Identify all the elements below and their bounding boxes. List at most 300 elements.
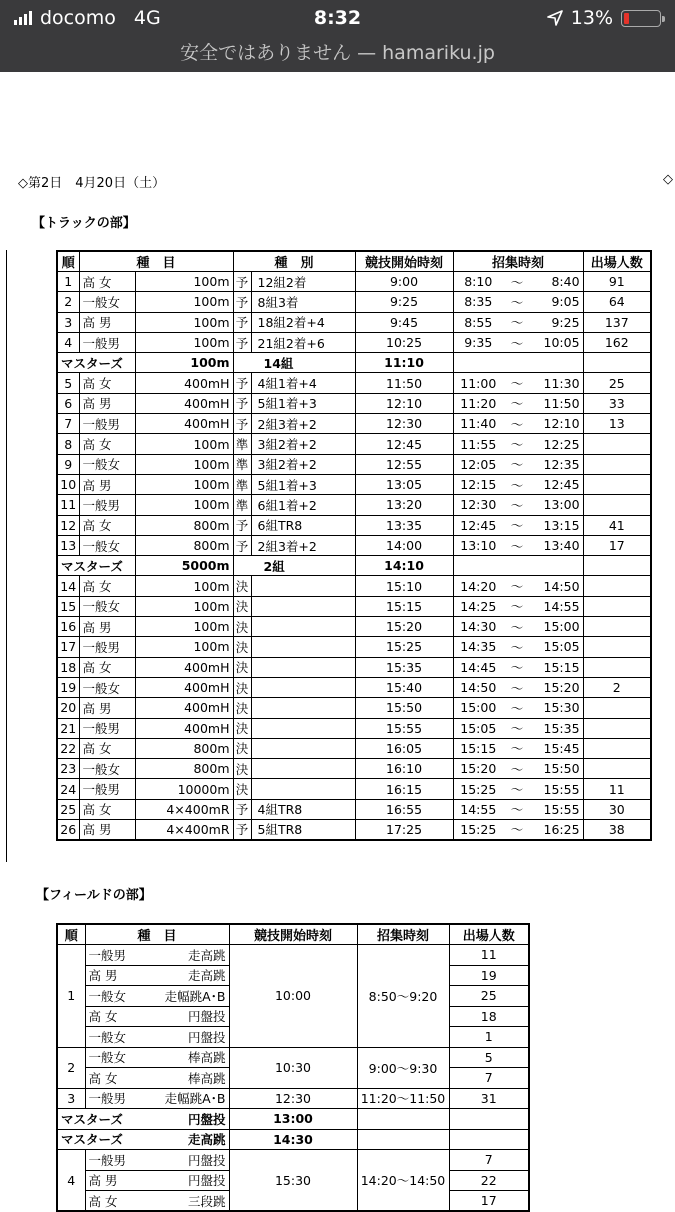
event-distance: 800m <box>135 738 233 758</box>
round-kind: 決 <box>233 657 251 677</box>
order-number: 24 <box>57 779 79 799</box>
start-time: 14:00 <box>355 535 453 555</box>
order-number: 9 <box>57 454 79 474</box>
heat-detail <box>251 738 355 758</box>
call-separator: ～ <box>503 637 531 657</box>
call-separator: ～ <box>503 292 531 312</box>
call-from: 15:15 <box>453 738 503 758</box>
entry-count: 17 <box>449 1191 529 1212</box>
category: 一般男 <box>88 1152 127 1168</box>
call-from: 14:25 <box>453 596 503 616</box>
entry-count: 19 <box>449 965 529 986</box>
start-time: 15:40 <box>355 677 453 697</box>
field-section-title: 【フィールドの部】 <box>36 888 152 903</box>
call-time <box>453 556 583 576</box>
call-time: 14:20～14:50 <box>357 1150 449 1212</box>
location-arrow-icon <box>547 10 563 26</box>
heat-detail: 4組TR8 <box>251 799 355 819</box>
category: 高 女 <box>79 373 135 393</box>
entry-count <box>583 556 651 576</box>
call-from: 15:25 <box>453 820 503 840</box>
event-distance: 100m <box>135 474 233 494</box>
call-to: 13:40 <box>531 535 583 555</box>
field-col-start: 競技開始時刻 <box>229 924 357 945</box>
category: 一般男 <box>88 1091 127 1107</box>
category: 一般男 <box>79 495 135 515</box>
start-time: 10:25 <box>355 332 453 352</box>
table-row <box>57 1150 529 1171</box>
entry-count <box>583 617 651 637</box>
round-kind: 予 <box>233 312 251 332</box>
start-time: 15:50 <box>355 698 453 718</box>
call-from: 8:10 <box>453 272 503 292</box>
heat-detail: 6組1着+2 <box>251 495 355 515</box>
event-distance: 400mH <box>135 718 233 738</box>
call-separator: ～ <box>503 596 531 616</box>
round-kind: 予 <box>233 799 251 819</box>
event-distance: 5000m <box>135 556 233 576</box>
heat-detail: 3組2着+2 <box>251 454 355 474</box>
start-time: 13:35 <box>355 515 453 535</box>
round-kind: 予 <box>233 332 251 352</box>
start-time: 10:00 <box>229 945 357 1048</box>
table-row <box>57 454 651 474</box>
category: 高 男 <box>79 820 135 840</box>
round-kind: 決 <box>233 759 251 779</box>
category: 一般女 <box>88 1050 127 1066</box>
call-separator: ～ <box>503 535 531 555</box>
round-kind: 決 <box>233 698 251 718</box>
call-to: 13:00 <box>531 495 583 515</box>
clock: 8:32 <box>313 7 362 29</box>
table-row <box>57 576 651 596</box>
round-kind: 準 <box>233 495 251 515</box>
call-from: 11:00 <box>453 373 503 393</box>
call-separator: ～ <box>503 434 531 454</box>
battery-percent: 13% <box>570 7 613 29</box>
field-event <box>85 1150 229 1171</box>
category: 高 男 <box>88 968 118 984</box>
start-time: 10:30 <box>229 1047 357 1088</box>
start-time: 11:50 <box>355 373 453 393</box>
call-from: 15:20 <box>453 759 503 779</box>
event-distance: 800m <box>135 515 233 535</box>
category: 高 女 <box>88 1070 118 1086</box>
col-header-event: 種 目 <box>79 251 233 272</box>
order-number: 6 <box>57 393 79 413</box>
event-name: 走幅跳A･B <box>164 1091 226 1107</box>
call-separator: ～ <box>503 677 531 697</box>
table-row <box>57 820 651 840</box>
field-col-event: 種 目 <box>85 924 229 945</box>
call-from: 9:35 <box>453 332 503 352</box>
category: 高 男 <box>79 617 135 637</box>
call-separator: ～ <box>503 393 531 413</box>
event-distance: 4×400mR <box>135 820 233 840</box>
order-number: 4 <box>57 332 79 352</box>
call-from: 14:55 <box>453 799 503 819</box>
order-number: 7 <box>57 414 79 434</box>
document-page <box>0 72 675 1209</box>
start-time: 16:15 <box>355 779 453 799</box>
order-number: 19 <box>57 677 79 697</box>
table-row <box>57 332 651 352</box>
masters-row <box>57 556 651 576</box>
call-from: 11:40 <box>453 414 503 434</box>
call-from: 8:35 <box>453 292 503 312</box>
call-to: 8:40 <box>531 272 583 292</box>
event-name: 走高跳 <box>187 947 226 963</box>
call-from: 12:45 <box>453 515 503 535</box>
heat-detail <box>251 718 355 738</box>
entry-count: 25 <box>449 986 529 1007</box>
call-to: 12:10 <box>531 414 583 434</box>
call-to: 15:55 <box>531 799 583 819</box>
entry-count <box>449 1129 529 1150</box>
entry-count <box>583 434 651 454</box>
round-kind: 予 <box>233 414 251 434</box>
call-separator: ～ <box>503 272 531 292</box>
heat-detail <box>251 596 355 616</box>
order-number: 20 <box>57 698 79 718</box>
heat-detail: 6組TR8 <box>251 515 355 535</box>
field-event <box>85 1047 229 1068</box>
order-number: 26 <box>57 820 79 840</box>
event-name: 円盤投 <box>187 1029 226 1045</box>
masters-label: マスターズ <box>57 353 135 373</box>
entry-count: 13 <box>583 414 651 434</box>
round-kind: 準 <box>233 434 251 454</box>
start-time: 9:45 <box>355 312 453 332</box>
round-kind: 予 <box>233 535 251 555</box>
table-row <box>57 434 651 454</box>
round-kind: 決 <box>233 637 251 657</box>
round-kind: 決 <box>233 617 251 637</box>
call-from: 12:15 <box>453 474 503 494</box>
masters-label: マスターズ <box>61 1111 123 1127</box>
masters-label: マスターズ <box>57 556 135 576</box>
call-time: 9:00～9:30 <box>357 1047 449 1088</box>
field-header-row <box>57 924 529 945</box>
start-time: 15:35 <box>355 657 453 677</box>
call-separator: ～ <box>503 373 531 393</box>
table-row <box>57 617 651 637</box>
round-kind: 予 <box>233 393 251 413</box>
start-time: 13:05 <box>355 474 453 494</box>
category: 一般男 <box>79 637 135 657</box>
call-from: 14:50 <box>453 677 503 697</box>
event-distance: 10000m <box>135 779 233 799</box>
order-number: 25 <box>57 799 79 819</box>
event-name: 棒高跳 <box>187 1050 226 1066</box>
round-kind: 決 <box>233 576 251 596</box>
category: 高 女 <box>79 434 135 454</box>
entry-count <box>583 759 651 779</box>
call-separator: ～ <box>503 495 531 515</box>
order-number: 3 <box>57 312 79 332</box>
entry-count: 25 <box>583 373 651 393</box>
entry-count <box>583 596 651 616</box>
round-kind: 準 <box>233 454 251 474</box>
entry-count <box>583 474 651 494</box>
call-to: 12:35 <box>531 454 583 474</box>
call-from: 15:25 <box>453 779 503 799</box>
category: 高 男 <box>79 393 135 413</box>
order-number: 10 <box>57 474 79 494</box>
call-to: 12:25 <box>531 434 583 454</box>
entry-count: 41 <box>583 515 651 535</box>
call-separator: ～ <box>503 738 531 758</box>
field-event <box>85 1170 229 1191</box>
call-to: 9:25 <box>531 312 583 332</box>
call-to: 9:05 <box>531 292 583 312</box>
event-distance: 100m <box>135 332 233 352</box>
start-time: 9:25 <box>355 292 453 312</box>
event-distance: 100m <box>135 272 233 292</box>
field-col-order: 順 <box>57 924 85 945</box>
table-row <box>57 596 651 616</box>
track-section-title: 【トラックの部】 <box>32 216 136 231</box>
event-name: 円盤投 <box>187 1152 226 1168</box>
category: 高 女 <box>88 1009 118 1025</box>
entry-count: 91 <box>583 272 651 292</box>
order-number: 2 <box>57 292 79 312</box>
event-name: 棒高跳 <box>187 1070 226 1086</box>
track-header-row <box>57 251 651 272</box>
round-kind: 準 <box>233 474 251 494</box>
category: 一般女 <box>79 759 135 779</box>
category: 一般女 <box>88 1029 127 1045</box>
event-name: 円盤投 <box>187 1173 226 1189</box>
table-row <box>57 657 651 677</box>
order-number: 18 <box>57 657 79 677</box>
entry-count: 7 <box>449 1068 529 1089</box>
field-col-count: 出場人数 <box>449 924 529 945</box>
round-kind: 決 <box>233 718 251 738</box>
battery-icon <box>621 10 661 27</box>
event-name: 走高跳 <box>187 1132 226 1148</box>
event-distance: 400mH <box>135 698 233 718</box>
field-event <box>85 945 229 966</box>
start-time: 13:20 <box>355 495 453 515</box>
right-edge-mark: ◇ <box>663 172 673 187</box>
heat-detail: 2組3着+2 <box>251 414 355 434</box>
event-distance: 100m <box>135 495 233 515</box>
event-distance: 400mH <box>135 657 233 677</box>
start-time: 16:05 <box>355 738 453 758</box>
entry-count: 38 <box>583 820 651 840</box>
col-header-count: 出場人数 <box>583 251 651 272</box>
entry-count <box>449 1109 529 1130</box>
event-distance: 400mH <box>135 393 233 413</box>
call-separator: ～ <box>503 657 531 677</box>
table-row <box>57 637 651 657</box>
call-to: 15:05 <box>531 637 583 657</box>
call-to: 13:15 <box>531 515 583 535</box>
call-to: 15:45 <box>531 738 583 758</box>
order-number: 8 <box>57 434 79 454</box>
masters-event <box>57 1129 229 1150</box>
heat-detail: 12組2着 <box>251 272 355 292</box>
call-to: 15:55 <box>531 779 583 799</box>
start-time: 16:10 <box>355 759 453 779</box>
order-number: 1 <box>57 272 79 292</box>
category: 一般女 <box>79 454 135 474</box>
call-to: 12:45 <box>531 474 583 494</box>
event-distance: 100m <box>135 312 233 332</box>
field-event <box>85 1191 229 1212</box>
col-header-start: 競技開始時刻 <box>355 251 453 272</box>
table-row <box>57 698 651 718</box>
field-event <box>85 965 229 986</box>
masters-label: マスターズ <box>61 1132 123 1148</box>
start-time: 15:55 <box>355 718 453 738</box>
heat-detail: 18組2着+4 <box>251 312 355 332</box>
call-to: 15:30 <box>531 698 583 718</box>
entry-count: 137 <box>583 312 651 332</box>
order-number: 17 <box>57 637 79 657</box>
entry-count: 2 <box>583 677 651 697</box>
event-name: 三段跳 <box>187 1193 226 1209</box>
table-row <box>57 414 651 434</box>
event-distance: 800m <box>135 535 233 555</box>
category: 高 男 <box>79 312 135 332</box>
event-name: 円盤投 <box>187 1111 226 1127</box>
event-distance: 100m <box>135 637 233 657</box>
call-time <box>357 1109 449 1130</box>
category: 高 男 <box>88 1173 118 1189</box>
start-time: 15:25 <box>355 637 453 657</box>
table-row <box>57 292 651 312</box>
field-event <box>85 986 229 1007</box>
category: 一般女 <box>79 535 135 555</box>
table-row <box>57 677 651 697</box>
masters-row <box>57 1129 529 1150</box>
field-event <box>85 1088 229 1109</box>
round-kind: 予 <box>233 820 251 840</box>
table-row <box>57 759 651 779</box>
call-to: 16:25 <box>531 820 583 840</box>
call-from: 11:55 <box>453 434 503 454</box>
order-number: 21 <box>57 718 79 738</box>
call-to: 10:05 <box>531 332 583 352</box>
round-kind: 予 <box>233 292 251 312</box>
order-number: 1 <box>57 945 85 1048</box>
heat-detail: 21組2着+6 <box>251 332 355 352</box>
call-from: 14:45 <box>453 657 503 677</box>
col-header-type: 種 別 <box>233 251 355 272</box>
call-from: 12:30 <box>453 495 503 515</box>
entry-count: 162 <box>583 332 651 352</box>
round-kind: 予 <box>233 515 251 535</box>
call-separator: ～ <box>503 617 531 637</box>
call-separator: ～ <box>503 515 531 535</box>
entry-count: 17 <box>583 535 651 555</box>
call-separator: ～ <box>503 454 531 474</box>
start-time: 17:25 <box>355 820 453 840</box>
call-from: 12:05 <box>453 454 503 474</box>
entry-count: 11 <box>449 945 529 966</box>
call-separator: ～ <box>503 799 531 819</box>
category: 高 男 <box>79 698 135 718</box>
category: 高 女 <box>79 657 135 677</box>
url-label[interactable]: 安全ではありません — hamariku.jp <box>180 42 495 64</box>
order-number: 22 <box>57 738 79 758</box>
heat-detail: 2組3着+2 <box>251 535 355 555</box>
category: 一般男 <box>79 414 135 434</box>
call-from: 14:20 <box>453 576 503 596</box>
heat-detail <box>251 617 355 637</box>
start-time: 11:10 <box>355 353 453 373</box>
call-time: 8:50～9:20 <box>357 945 449 1048</box>
call-separator: ～ <box>503 718 531 738</box>
call-separator: ～ <box>503 312 531 332</box>
event-distance: 400mH <box>135 414 233 434</box>
call-separator: ～ <box>503 759 531 779</box>
table-row <box>57 312 651 332</box>
entry-count: 64 <box>583 292 651 312</box>
call-to: 14:50 <box>531 576 583 596</box>
order-number: 5 <box>57 373 79 393</box>
category: 一般女 <box>79 596 135 616</box>
call-from: 15:00 <box>453 698 503 718</box>
call-time: 11:20～11:50 <box>357 1088 449 1109</box>
network-type: 4G <box>133 7 161 29</box>
event-distance: 100m <box>135 434 233 454</box>
start-time: 12:55 <box>355 454 453 474</box>
entry-count: 22 <box>449 1170 529 1191</box>
start-time: 15:30 <box>229 1150 357 1212</box>
call-from: 14:35 <box>453 637 503 657</box>
category: 一般女 <box>88 988 127 1004</box>
field-event <box>85 1006 229 1027</box>
call-separator: ～ <box>503 332 531 352</box>
entry-count: 5 <box>449 1047 529 1068</box>
heat-detail: 4組1着+4 <box>251 373 355 393</box>
event-name: 走幅跳A･B <box>164 988 226 1004</box>
category: 一般女 <box>79 677 135 697</box>
table-row <box>57 718 651 738</box>
entry-count <box>583 495 651 515</box>
call-from: 13:10 <box>453 535 503 555</box>
start-time: 9:00 <box>355 272 453 292</box>
category: 高 女 <box>79 738 135 758</box>
event-name: 円盤投 <box>187 1009 226 1025</box>
call-separator: ～ <box>503 779 531 799</box>
table-row <box>57 393 651 413</box>
table-row <box>57 799 651 819</box>
status-right <box>547 7 661 29</box>
table-row <box>57 535 651 555</box>
call-to: 15:15 <box>531 657 583 677</box>
category: 一般男 <box>88 947 127 963</box>
start-time: 14:30 <box>229 1129 357 1150</box>
col-header-call: 招集時刻 <box>453 251 583 272</box>
table-row <box>57 515 651 535</box>
left-table-edge <box>0 250 7 862</box>
table-row <box>57 779 651 799</box>
start-time: 14:10 <box>355 556 453 576</box>
event-distance: 4×400mR <box>135 799 233 819</box>
start-time: 12:30 <box>229 1088 357 1109</box>
heat-detail <box>251 637 355 657</box>
entry-count <box>583 738 651 758</box>
event-name: 走高跳 <box>187 968 226 984</box>
heat-detail: 14組 <box>233 353 355 373</box>
heat-detail: 5組TR8 <box>251 820 355 840</box>
order-number: 3 <box>57 1088 85 1109</box>
round-kind: 決 <box>233 738 251 758</box>
